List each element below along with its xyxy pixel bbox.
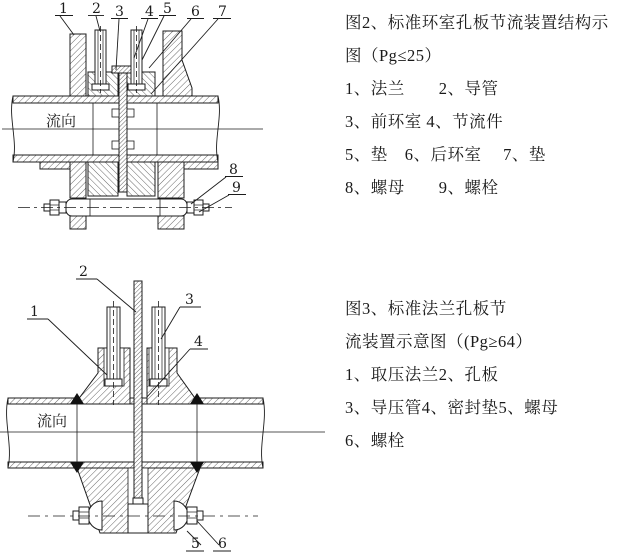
fig2-part-label-6: 6 bbox=[191, 4, 200, 20]
fig3-callout-1 bbox=[27, 304, 107, 375]
fig2-left-flange bbox=[70, 34, 86, 96]
fig3-caption-line-3: 1、取压法兰2、孔板 bbox=[345, 365, 499, 384]
fig3-diagram bbox=[0, 254, 345, 554]
fig2-part-label-8: 8 bbox=[229, 162, 238, 178]
fig3-caption-line-4: 3、导压管4、密封垫5、螺母 bbox=[345, 398, 559, 417]
fig2-pipe bbox=[2, 96, 263, 162]
fig2-callout-1 bbox=[55, 1, 74, 35]
fig2-caption-line-5: 5、垫 6、后环室 7、垫 bbox=[345, 145, 546, 164]
fig3-caption bbox=[345, 292, 627, 457]
fig3-callout-2 bbox=[76, 264, 136, 312]
fig3-part-label-2: 2 bbox=[79, 264, 88, 280]
fig2-callout-2 bbox=[88, 1, 104, 31]
fig2-caption-line-1: 图2、标准环室孔板节流装置结构示 bbox=[345, 13, 609, 32]
fig2-bolt-assembly bbox=[18, 199, 232, 216]
fig2-callout-3 bbox=[111, 4, 128, 70]
fig2-part-label-5: 5 bbox=[163, 1, 172, 17]
fig2-diagram bbox=[0, 0, 345, 252]
fig2-caption-line-4: 3、前环室 4、节流件 bbox=[345, 112, 504, 131]
fig2-part-label-3: 3 bbox=[115, 4, 124, 20]
fig2-part-label-1: 1 bbox=[59, 1, 68, 17]
fig2-caption-line-2: 图（Pg≤25） bbox=[345, 46, 442, 65]
fig3-pipe bbox=[0, 398, 325, 468]
fig2-caption bbox=[345, 6, 627, 204]
fig3-callout-6 bbox=[197, 521, 231, 552]
fig2-right-flange bbox=[163, 31, 192, 96]
fig3-part-label-4: 4 bbox=[194, 334, 203, 350]
fig3-part-label-6: 6 bbox=[218, 536, 227, 552]
fig2-part-label-2: 2 bbox=[92, 1, 101, 17]
fig3-flow-label: 流向 bbox=[37, 414, 68, 430]
fig3-part-label-3: 3 bbox=[185, 292, 194, 308]
fig2-part-label-4: 4 bbox=[145, 4, 154, 20]
fig2-flow-label: 流向 bbox=[46, 114, 77, 130]
fig3-caption-line-5: 6、螺栓 bbox=[345, 431, 405, 450]
fig3-caption-line-1: 图3、标准法兰孔板节 bbox=[345, 299, 507, 318]
fig3-callout-3 bbox=[161, 292, 201, 339]
fig2-caption-line-6: 8、螺母 9、螺栓 bbox=[345, 178, 499, 197]
fig3-left-nut bbox=[79, 507, 89, 524]
fig2-part-label-7: 7 bbox=[218, 4, 227, 20]
fig3-right-nut bbox=[187, 507, 197, 524]
fig2-part-label-9: 9 bbox=[232, 180, 241, 196]
fig2-caption-line-3: 1、法兰 2、导管 bbox=[345, 79, 499, 98]
fig3-caption-line-2: 流装置示意图（(Pg≥64） bbox=[345, 332, 533, 351]
fig3-part-label-1: 1 bbox=[30, 304, 39, 320]
fig2-lower-flange-assembly bbox=[40, 162, 218, 229]
fig3-part-label-5: 5 bbox=[191, 536, 200, 552]
fig3-callout-5 bbox=[186, 531, 204, 552]
